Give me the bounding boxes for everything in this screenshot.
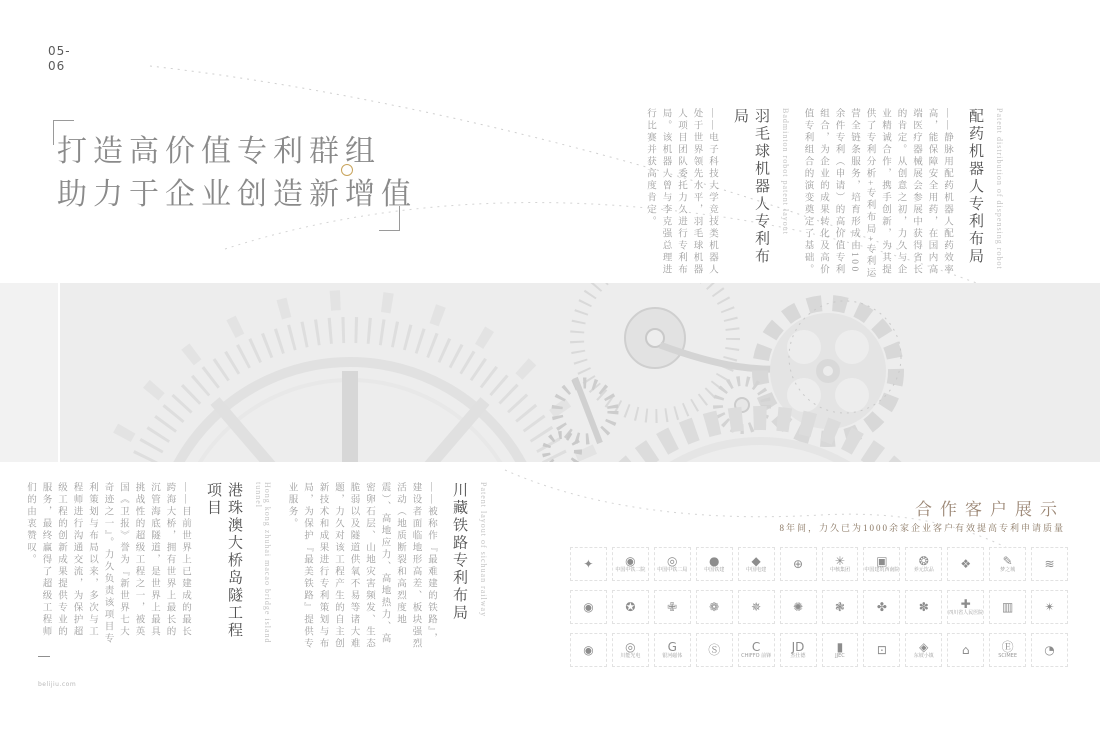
client-logo-icon: ⊡ bbox=[876, 643, 887, 657]
client-logo bbox=[905, 633, 942, 667]
article-body: ——被称作『最难建的铁路』，建设者面临地形高差、板块强烈活动（地质断裂和高烈度地震）、高地应力、高地热力、高密卵石层、山地灾害频发、生态脆弱以及隧道供氧不易等诸大难题，力久对该工程产生的自主创新技术和成果进行专利策划与布局，为保护『最美铁路』提供专业服务。 bbox=[286, 482, 436, 650]
client-logo-icon: ◔ bbox=[1044, 643, 1055, 657]
article-subtitle-en: Badminton robot patent layout bbox=[781, 108, 790, 235]
client-logo-icon: ● bbox=[708, 554, 720, 568]
client-logo bbox=[738, 547, 775, 581]
client-logo-label: 中国建筑西南院 bbox=[864, 567, 900, 573]
client-logo-label: 中国铁建 bbox=[704, 567, 725, 573]
client-logo bbox=[989, 547, 1026, 581]
article-body: ——目前世界上已建成的最长跨海大桥，拥有世界上最长的沉管海底隧道，是世界上最具挑战性的超级工程之一，被英国《卫报》誉为『新世界七大奇迹之一』。力久负责该项目专利策划与布局以来，多次与工程师进行沟通交流，为保护超级工程的创新成果提供专业的服务，最终赢得了超级工程师们的由衷赞叹。 bbox=[25, 482, 190, 646]
client-logo-icon: ◎ bbox=[667, 554, 678, 568]
client-logo bbox=[654, 590, 691, 624]
client-logo-label: 梦之城 bbox=[1000, 567, 1016, 573]
client-logo-icon: ▣ bbox=[876, 554, 888, 568]
client-logo-label: JJEC bbox=[835, 653, 845, 659]
article-subtitle-en: Hong kong zhuhai macao bridge island tunnel bbox=[254, 482, 272, 644]
gears-illustration bbox=[0, 283, 1100, 462]
client-logo bbox=[989, 633, 1026, 667]
client-logo bbox=[822, 633, 859, 667]
title-line-1: 打造高价值专利群组 bbox=[57, 135, 381, 168]
client-logo-icon: ❂ bbox=[918, 554, 929, 568]
footer-dash-decor bbox=[38, 656, 50, 657]
close-bracket-decor bbox=[379, 206, 400, 231]
client-logo-icon: ▥ bbox=[1001, 600, 1014, 614]
client-logo-icon: ◉ bbox=[625, 554, 636, 568]
page-number-top: 05- bbox=[48, 44, 71, 58]
client-logo bbox=[696, 633, 733, 667]
client-logo bbox=[570, 633, 607, 667]
article-heading: 港珠澳大桥岛隧工程项目 bbox=[205, 482, 242, 640]
client-logo bbox=[738, 633, 775, 667]
client-logo bbox=[612, 590, 649, 624]
client-logo-label: 中国中铁二局 bbox=[657, 567, 688, 573]
client-logo bbox=[947, 633, 984, 667]
client-logo bbox=[1031, 633, 1068, 667]
client-logo-icon: ✳ bbox=[834, 554, 845, 568]
client-logo-icon: ❖ bbox=[960, 557, 972, 571]
client-logo bbox=[905, 590, 942, 624]
client-logo-icon: ✵ bbox=[751, 600, 762, 614]
article-heading: 川藏铁路专利布局 bbox=[451, 482, 467, 622]
client-logo-label: 东坡小镇 bbox=[913, 653, 934, 659]
client-logo bbox=[696, 547, 733, 581]
client-logo bbox=[780, 590, 817, 624]
client-logo bbox=[863, 633, 900, 667]
client-logo-icon: C bbox=[751, 640, 761, 654]
client-logo-icon: ✪ bbox=[625, 600, 636, 614]
gears-artwork-band bbox=[0, 283, 1100, 462]
client-logo-icon: ◈ bbox=[919, 640, 929, 654]
client-logo bbox=[822, 590, 859, 624]
client-logo bbox=[654, 547, 691, 581]
client-logo-label: 中国电建 bbox=[746, 567, 767, 573]
client-logo-icon: ≋ bbox=[1044, 557, 1055, 571]
client-logo-icon: ❃ bbox=[834, 600, 845, 614]
client-logo-label: SCIMEE bbox=[998, 653, 1017, 659]
client-logo-icon: ❁ bbox=[709, 600, 720, 614]
article-heading: 配药机器人专利布局 bbox=[967, 108, 983, 266]
footer-site-text: belijiu.com bbox=[38, 681, 77, 688]
client-logo-icon: Ⓔ bbox=[1001, 640, 1014, 654]
client-logo-label: 银河磁体 bbox=[662, 653, 683, 659]
client-logo-icon: ◆ bbox=[751, 554, 761, 568]
client-logo-icon: ▮ bbox=[836, 640, 844, 654]
client-logo bbox=[1031, 547, 1068, 581]
client-logo-label: 养元饮品 bbox=[913, 567, 934, 573]
article-heading: 羽毛球机器人专利布局 bbox=[732, 108, 769, 266]
article-sichuan-railway bbox=[286, 482, 488, 656]
clients-section-subtitle: 8年间，力久已为1000余家企业客户有效提高专利申请质量 bbox=[779, 523, 1065, 533]
article-hzmb-tunnel bbox=[25, 482, 272, 647]
client-logo-icon: ✽ bbox=[918, 600, 929, 614]
client-logo-icon: ✤ bbox=[876, 600, 887, 614]
title-line-2: 助力于企业创造新增值 bbox=[57, 178, 417, 211]
gold-circle-icon bbox=[341, 164, 353, 176]
article-body: ——电子科技大学竞技类机器人处于世界领先水平，羽毛球机器人项目团队委托力久进行专利布局。该机器人曾与李克强总理进行比赛并获高度肯定。 bbox=[645, 108, 717, 276]
client-logo bbox=[947, 547, 984, 581]
client-logo bbox=[654, 633, 691, 667]
client-logo-icon: ✦ bbox=[583, 557, 594, 571]
client-logo-icon: ⊕ bbox=[793, 557, 804, 571]
client-logo-icon: Ⓢ bbox=[708, 643, 721, 657]
client-logo-icon: ⌂ bbox=[961, 643, 970, 657]
page-title bbox=[57, 130, 417, 216]
client-logo bbox=[612, 547, 649, 581]
client-logo bbox=[780, 547, 817, 581]
client-logo-icon: ◉ bbox=[583, 643, 594, 657]
client-logo bbox=[905, 547, 942, 581]
client-logo bbox=[989, 590, 1026, 624]
client-logo-icon: ✴ bbox=[1044, 600, 1055, 614]
client-logo-label: 川能光电 bbox=[620, 653, 641, 659]
client-logo-icon: G bbox=[667, 640, 677, 654]
client-logo bbox=[947, 590, 984, 624]
client-logo bbox=[822, 547, 859, 581]
client-logo-icon: ✎ bbox=[1002, 554, 1013, 568]
article-body: ——静脉用配药机器人配药效率高，能保障安全用药，在国内高端医疗器械展会参展中获得省长的肯定。从创意之初，力久与企业精诚合作，携手创新，为其提供了专利分析+专利布局+专利运营全链条服务，培育形成由100余件专利（申请）的高价值专利组合，为企业的成果转化及高价值专利组合的演变奠定了基础。 bbox=[802, 108, 952, 280]
client-logo-label: 中核集团 bbox=[829, 567, 850, 573]
client-logo bbox=[612, 633, 649, 667]
client-logo-icon: JD bbox=[791, 640, 805, 654]
article-subtitle-en: Patent distribution of dispensing robot bbox=[995, 108, 1004, 270]
open-bracket-decor bbox=[53, 120, 74, 145]
client-logo-icon: ◎ bbox=[625, 640, 636, 654]
client-logo-grid bbox=[570, 547, 1068, 667]
article-dispensing-robot bbox=[802, 108, 1004, 280]
page-number bbox=[48, 44, 71, 74]
client-logo bbox=[696, 590, 733, 624]
client-logo-label: 四川省人民医院 bbox=[948, 610, 984, 616]
client-logo-icon: ◉ bbox=[583, 600, 594, 614]
client-logo-icon: ✺ bbox=[793, 600, 804, 614]
client-logo bbox=[1031, 590, 1068, 624]
client-logo bbox=[570, 590, 607, 624]
client-logo bbox=[738, 590, 775, 624]
client-logo-icon: ✙ bbox=[667, 600, 678, 614]
article-badminton-robot bbox=[645, 108, 790, 280]
client-logo-label: 杰仕德 bbox=[790, 653, 806, 659]
client-logo bbox=[863, 547, 900, 581]
client-logo bbox=[780, 633, 817, 667]
clients-section-title: 合作客户展示 bbox=[915, 500, 1065, 519]
client-logo bbox=[863, 590, 900, 624]
client-logo-icon: ✚ bbox=[960, 597, 971, 611]
client-logo-label: 中国中铁二院 bbox=[615, 567, 646, 573]
client-logo bbox=[570, 547, 607, 581]
client-logo-label: CHIFFO 前锋 bbox=[741, 653, 772, 659]
article-subtitle-en: Patent layout of sichuan railway bbox=[479, 482, 488, 618]
page-number-bottom: 06 bbox=[48, 59, 66, 73]
